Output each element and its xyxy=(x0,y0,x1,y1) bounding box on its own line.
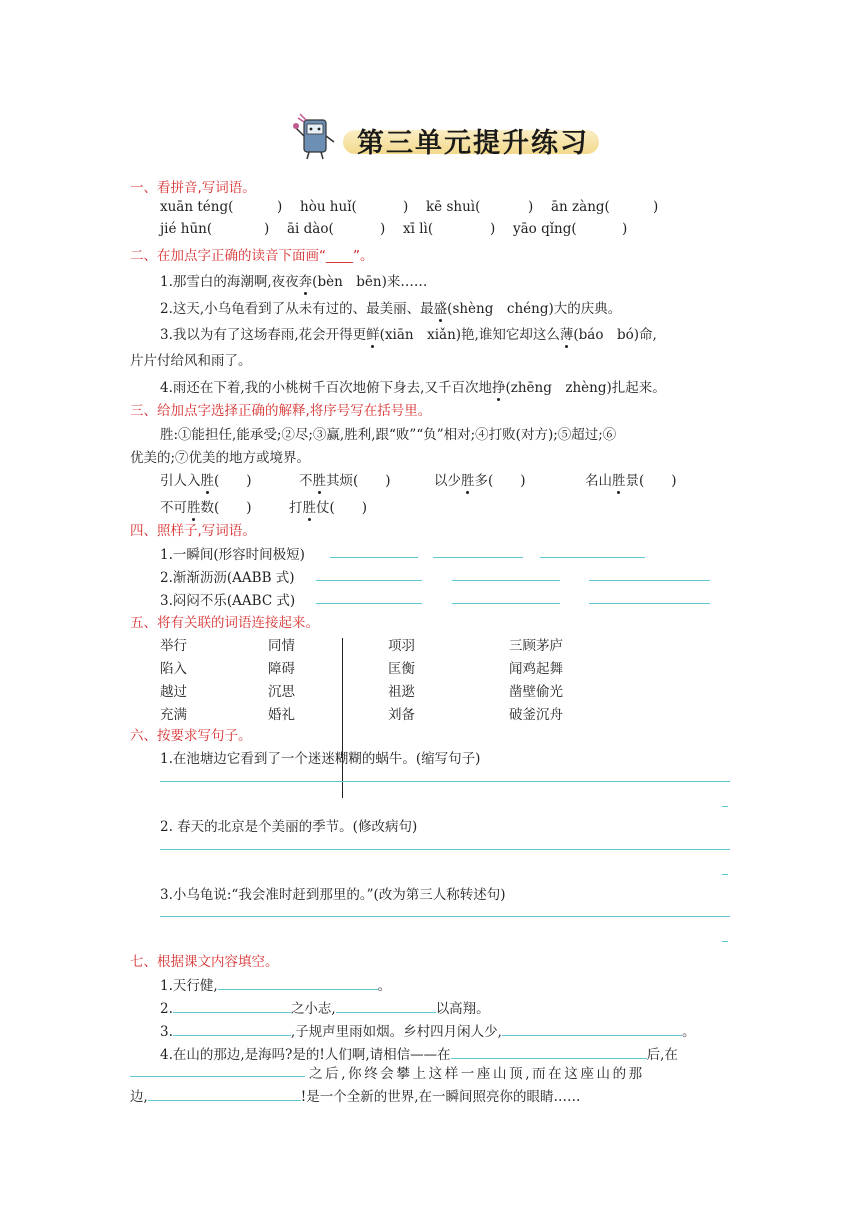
match-word[interactable]: 越过 xyxy=(160,684,187,700)
question-2-4: 4.雨还在下着,我的小桃树千百次地俯下身去,又千百次地挣(zhēng zhèng)扎起来。 xyxy=(160,380,666,396)
question-2-3: 3.我以为有了这场春雨,花会开得更鲜(xiān xiǎn)艳,谁知它却这么薄(báo bó)命, xyxy=(160,327,657,343)
answer-blank[interactable] xyxy=(316,580,422,581)
match-word[interactable]: 破釜沉舟 xyxy=(509,707,563,723)
fill-line-1: 1.天行健, 。 xyxy=(160,974,391,994)
answer-line[interactable] xyxy=(160,916,730,917)
section-1-heading: 一、看拼音,写词语。 xyxy=(130,180,256,196)
item-4-3: 3.闷闷不乐(AABC 式) xyxy=(160,593,296,609)
word-item: 不可胜数( ) xyxy=(160,500,252,516)
answer-line[interactable] xyxy=(160,849,730,850)
section-6-heading: 六、按要求写句子。 xyxy=(130,728,252,744)
question-2-3-cont: 片片付给风和雨了。 xyxy=(130,353,252,369)
match-word[interactable]: 沉思 xyxy=(268,684,295,700)
word-item: 以少胜多( ) xyxy=(434,473,526,489)
page-title: 第三单元提升练习 xyxy=(357,128,589,159)
answer-blank[interactable] xyxy=(452,580,560,581)
fill-blank[interactable] xyxy=(502,1021,682,1036)
section-5-heading: 五、将有关联的词语连接起来。 xyxy=(130,615,319,631)
match-word[interactable]: 充满 xyxy=(160,707,187,723)
answer-blank[interactable] xyxy=(589,603,710,604)
match-word[interactable]: 刘备 xyxy=(388,707,415,723)
match-word[interactable]: 祖逖 xyxy=(388,684,415,700)
word-item: 打胜仗( ) xyxy=(289,500,368,516)
fill-blank[interactable] xyxy=(130,1076,305,1077)
match-word[interactable]: 陷入 xyxy=(160,661,187,677)
fill-line-2: 2. 之小志, 以高翔。 xyxy=(160,997,490,1017)
fill-line-5: 之后,你终会攀上这样一座山顶,而在这座山的那 xyxy=(309,1066,645,1082)
word-item: 不胜其烦( ) xyxy=(299,473,391,489)
fill-blank[interactable] xyxy=(148,1086,301,1101)
fill-blank[interactable] xyxy=(173,998,291,1013)
answer-blank[interactable] xyxy=(452,603,560,604)
book-mascot-icon xyxy=(290,112,342,162)
fill-blank[interactable] xyxy=(451,1044,647,1059)
match-word[interactable]: 障碍 xyxy=(268,661,295,677)
fill-line-4: 4.在山的那边,是海吗?是的!人们啊,请相信——在 后,在 xyxy=(160,1043,678,1063)
definition-line-2: 优美的;⑦优美的地方或境界。 xyxy=(130,450,311,466)
fill-line-3: 3. ,子规声里雨如烟。乡村四月闲人少, 。 xyxy=(160,1020,695,1040)
match-word[interactable]: 匡衡 xyxy=(388,661,415,677)
answer-line-end xyxy=(722,806,728,807)
section-7-heading: 七、根据课文内容填空。 xyxy=(130,954,279,970)
answer-line-end xyxy=(722,874,728,875)
fill-blank[interactable] xyxy=(218,975,378,990)
question-6-2: 2. 春天的北京是个美丽的季节。(修改病句) xyxy=(160,819,418,835)
match-word[interactable]: 举行 xyxy=(160,638,187,654)
fill-blank[interactable] xyxy=(173,1021,291,1036)
match-word[interactable]: 凿壁偷光 xyxy=(509,684,563,700)
answer-line[interactable] xyxy=(160,781,730,782)
word-item: 引人入胜( ) xyxy=(160,473,252,489)
answer-blank[interactable] xyxy=(589,580,710,581)
match-word[interactable]: 闻鸡起舞 xyxy=(509,661,563,677)
match-word[interactable]: 项羽 xyxy=(388,638,415,654)
fill-blank[interactable] xyxy=(336,998,436,1013)
answer-blank[interactable] xyxy=(316,603,422,604)
answer-blank[interactable] xyxy=(540,557,645,558)
word-item: 名山胜景( ) xyxy=(585,473,677,489)
divider-line xyxy=(342,638,343,798)
item-4-1: 1.一瞬间(形容时间极短) xyxy=(160,547,305,563)
question-6-1: 1.在池塘边它看到了一个迷迷糊糊的蜗牛。(缩写句子) xyxy=(160,751,481,767)
match-word[interactable]: 同情 xyxy=(268,638,295,654)
answer-blank[interactable] xyxy=(330,557,418,558)
section-3-heading: 三、给加点字选择正确的解释,将序号写在括号里。 xyxy=(130,403,432,419)
match-word[interactable]: 三顾茅庐 xyxy=(509,638,563,654)
definition-line-1: 胜:①能担任,能承受;②尽;③赢,胜利,跟“败”“负”相对;④打败(对方);⑤超过;⑥ xyxy=(160,427,617,443)
question-6-3: 3.小乌龟说:“我会准时赶到那里的。”(改为第三人称转述句) xyxy=(160,887,506,903)
section-2-heading: 二、在加点字正确的读音下面画“____”。 xyxy=(130,248,374,264)
match-word[interactable]: 婚礼 xyxy=(268,707,295,723)
question-2-1: 1.那雪白的海潮啊,夜夜奔(bèn bēn)来…… xyxy=(160,274,428,290)
section-4-heading: 四、照样子,写词语。 xyxy=(130,523,256,539)
question-2-2: 2.这天,小乌龟看到了从未有过的、最美丽、最盛(shèng chéng)大的庆典。 xyxy=(160,301,622,317)
answer-blank[interactable] xyxy=(433,557,523,558)
item-4-2: 2.渐渐沥沥(AABB 式) xyxy=(160,570,295,586)
answer-line-end xyxy=(722,941,728,942)
fill-line-6: 边, !是一个全新的世界,在一瞬间照亮你的眼睛…… xyxy=(130,1085,581,1105)
